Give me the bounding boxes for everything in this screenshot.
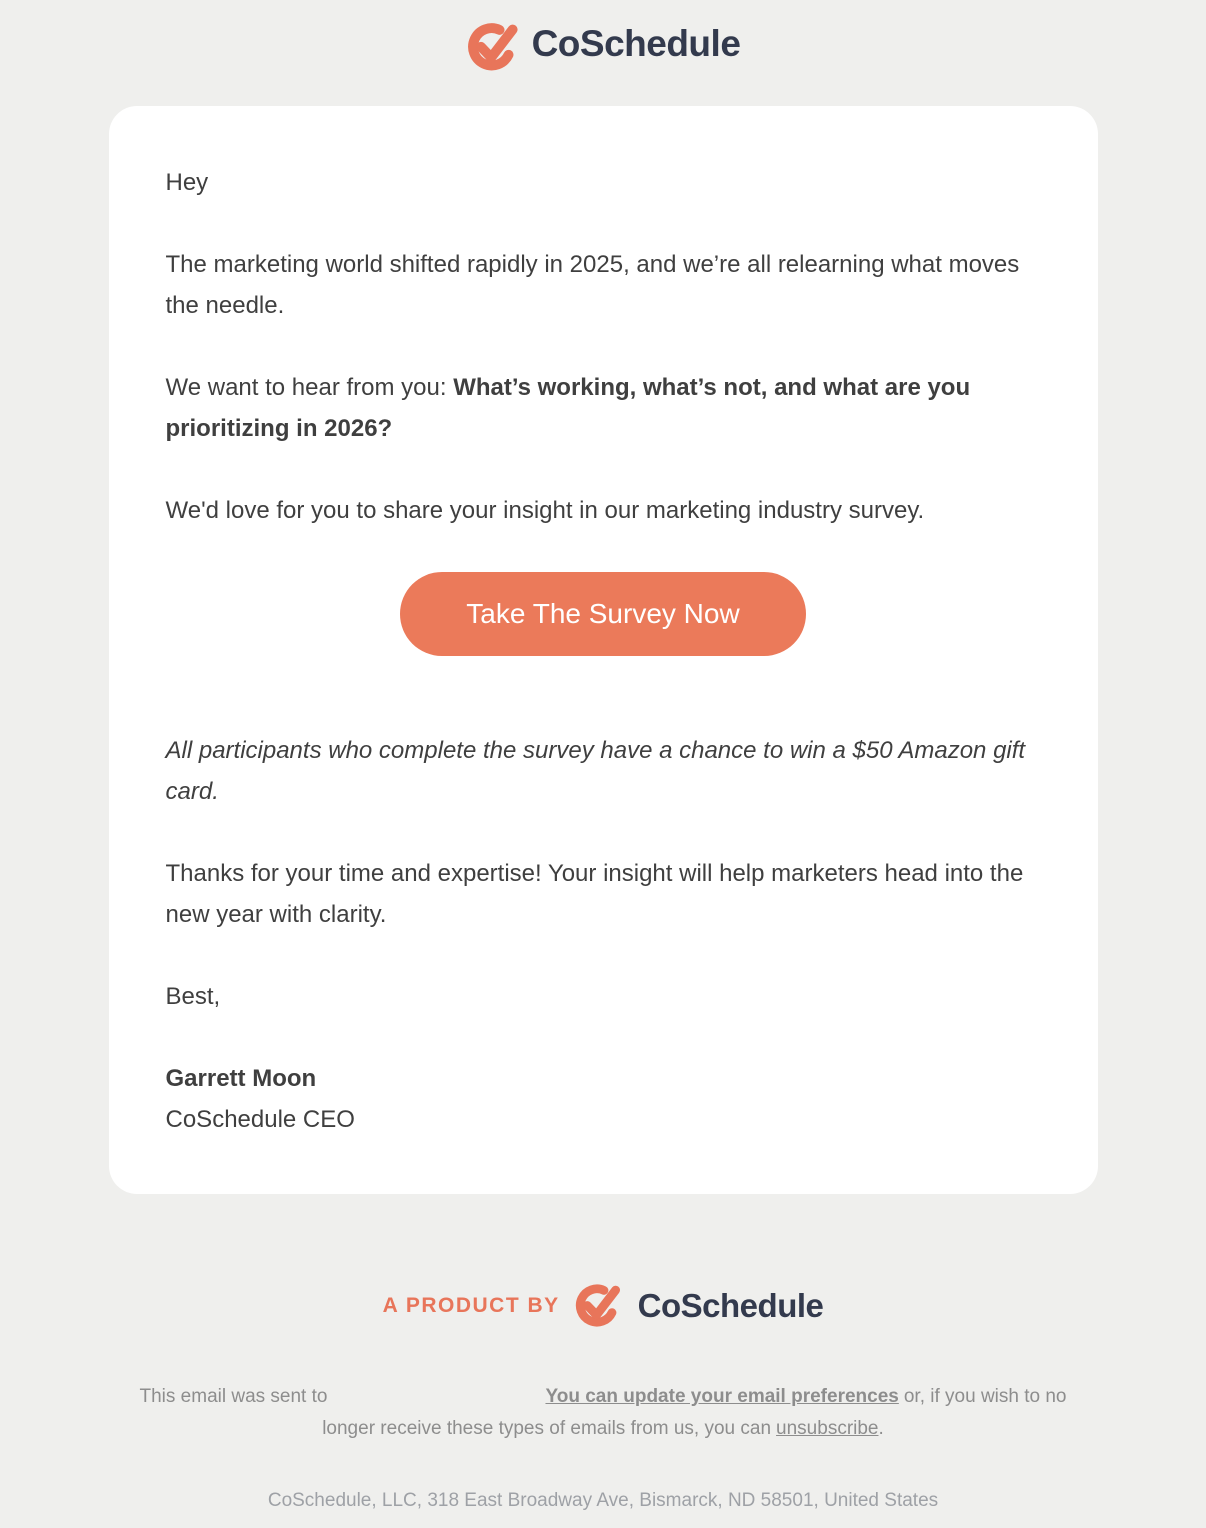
footer-period: . [878,1418,884,1439]
invite-paragraph: We'd love for you to share your insight in our marketing industry survey. [165,497,925,524]
footer-text-continue: or, if you wish [903,1386,1019,1407]
ask-bold-text: What’s working, what’s not, and what are you prioritizing in 2026? [165,374,971,442]
product-by-label: A PRODUCT BY [382,1293,560,1317]
incentive-paragraph: All participants who complete the survey have a chance to win a $50 Amazon gift card. [165,737,1026,805]
cta-row [166,572,1041,656]
coschedule-logo [466,16,741,72]
check-circle-icon [466,16,522,72]
unsubscribe-link[interactable]: unsubscribe [776,1418,879,1439]
update-preferences-link[interactable]: You can update your email preferences [545,1386,899,1407]
email-header [0,0,1206,72]
ask-paragraph [166,367,1041,449]
product-by-row [0,1278,1206,1333]
thanks-paragraph: Thanks for your time and expertise! Your insight will help marketers head into the new year with clarity. [165,860,1024,928]
email-body-card [109,106,1098,1194]
company-address: CoSchedule, LLC, 318 East Broadway Ave, Bismarck, ND 58501, United States [267,1490,939,1511]
brand-wordmark: CoSchedule [531,23,741,64]
signoff-text: Best, [165,983,221,1010]
take-survey-button[interactable]: Take The Survey Now [400,572,805,656]
brand-wordmark: CoSchedule [637,1286,824,1324]
sent-to-text: This email was sent to [139,1386,328,1407]
greeting-text: Hey [165,169,209,196]
footer-preferences-text [123,1381,1083,1445]
signer-title: CoSchedule CEO [165,1106,355,1133]
check-circle-icon [574,1278,624,1333]
ask-prefix: We want to hear from you: [165,374,454,401]
signature-block [166,1058,1041,1140]
signer-name: Garrett Moon [165,1065,317,1092]
intro-paragraph: The marketing world shifted rapidly in 2025, and we’re all relearning what moves the needle. [165,251,1020,319]
footer-line2-text: to no longer receive these types of emails from us, you can [322,1386,1067,1439]
